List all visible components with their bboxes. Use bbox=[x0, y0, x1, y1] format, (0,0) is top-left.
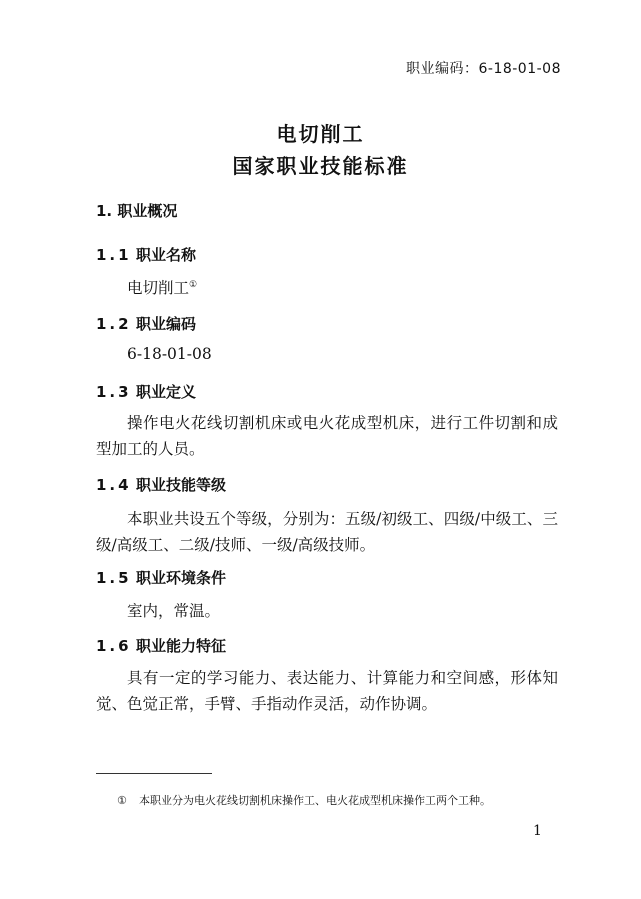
section-1-6-title: 职业能力特征 bbox=[136, 637, 227, 655]
section-1-2-number: 1.2 bbox=[96, 315, 132, 333]
section-1-1-text bbox=[127, 276, 197, 298]
section-1-3-title: 职业定义 bbox=[136, 383, 197, 401]
footnote-text: 本职业分为电火花线切割机床操作工、电火花成型机床操作工两个工种。 bbox=[139, 794, 491, 807]
footnote bbox=[117, 792, 491, 808]
occupation-name: 电切削工 bbox=[127, 279, 190, 297]
section-1-6-text: 具有一定的学习能力、表达能力、计算能力和空间感，形体知觉、色觉正常，手臂、手指动作灵活，动作协调。 bbox=[96, 669, 558, 713]
section-1-1-number: 1.1 bbox=[96, 246, 132, 264]
section-1-3-number: 1.3 bbox=[96, 383, 132, 401]
section-1-5-number: 1.5 bbox=[96, 569, 132, 587]
page-number: 1 bbox=[533, 823, 542, 839]
section-1-3-heading bbox=[96, 381, 196, 402]
section-1-2-text: 6-18-01-08 bbox=[127, 345, 212, 363]
footnote-divider bbox=[96, 773, 212, 774]
section-1-5-heading bbox=[96, 567, 226, 588]
section-1-6-heading bbox=[96, 635, 226, 656]
footnote-reference: ① bbox=[189, 279, 198, 290]
section-1-6-number: 1.6 bbox=[96, 637, 132, 655]
section-1-4-heading bbox=[96, 474, 226, 495]
occupation-code-header: 职业编码：6-18-01-08 bbox=[405, 61, 561, 77]
section-1-5-text: 室内，常温。 bbox=[127, 602, 221, 620]
section-1-5-title: 职业环境条件 bbox=[136, 569, 227, 587]
document-title-line2: 国家职业技能标准 bbox=[232, 154, 409, 178]
section-1-heading: 1. 职业概况 bbox=[96, 202, 178, 220]
section-1-2-heading bbox=[96, 313, 196, 334]
document-title-line1: 电切削工 bbox=[276, 122, 365, 146]
section-1-4-title: 职业技能等级 bbox=[136, 476, 227, 494]
section-1-1-heading bbox=[96, 244, 196, 265]
section-1-2-title: 职业编码 bbox=[136, 315, 197, 333]
section-1-3-text: 操作电火花线切割机床或电火花成型机床，进行工件切割和成型加工的人员。 bbox=[96, 414, 558, 458]
section-1-4-number: 1.4 bbox=[96, 476, 132, 494]
footnote-mark: ① bbox=[117, 794, 127, 807]
section-1-4-text: 本职业共设五个等级，分别为：五级/初级工、四级/中级工、三级/高级工、二级/技师、一级/高级技师。 bbox=[96, 510, 558, 554]
section-1-1-title: 职业名称 bbox=[136, 246, 197, 264]
